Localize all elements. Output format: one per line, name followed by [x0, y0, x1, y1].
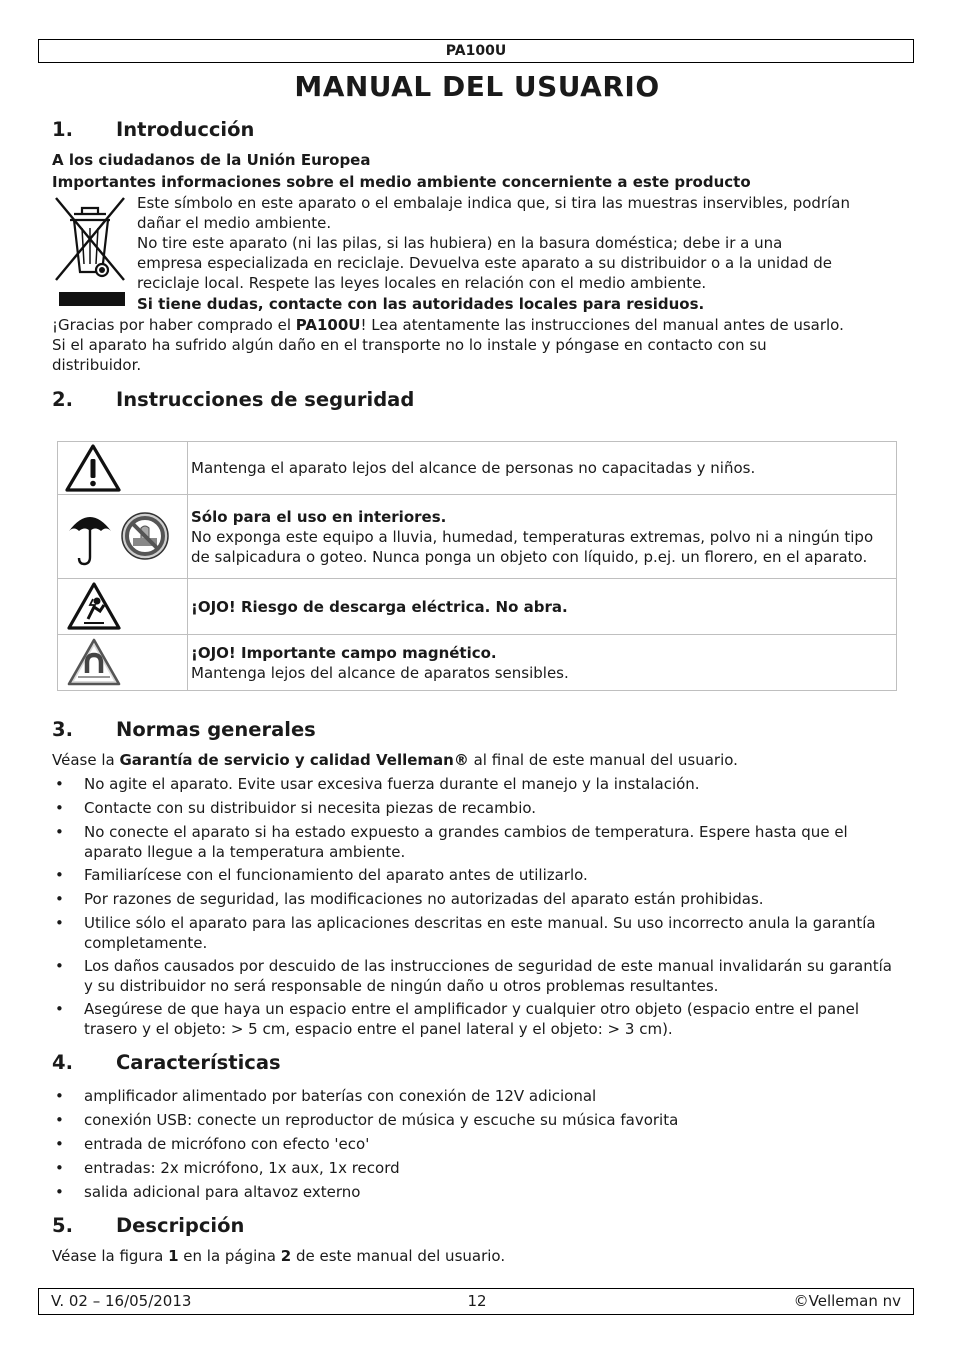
eu-heading: A los ciudadanos de la Unión Europea [52, 151, 371, 169]
list-item: • Contacte con su distribuidor si necesita piezas de recambio. [52, 798, 902, 818]
list-item: • Utilice sólo el aparato para las aplicaciones descritas en este manual. Su uso incorrecto anula la garantía completamente. [52, 913, 902, 953]
list-item: • salida adicional para altavoz externo [52, 1182, 902, 1202]
list-item: • Asegúrese de que haya un espacio entre el amplificador y cualquier otro objeto (espacio entre el panel trasero y el objeto: > 5 cm, espacio entre el panel lateral y el objeto: > 3 cm). [52, 999, 902, 1039]
section-3-bullet-list [52, 774, 902, 1039]
footer-copyright: ©Velleman nv [793, 1292, 901, 1310]
section-5-text [52, 1246, 505, 1266]
section-3-heading [52, 718, 652, 744]
safety-text-4: Mantenga lejos del alcance de aparatos sensibles. [191, 663, 569, 682]
section-1-title: Introducción [116, 118, 255, 141]
list-item: • Los daños causados por descuido de las instrucciones de seguridad de este manual invalidarán su garantía y su distribuidor no será responsable de ningún daño u otros problemas resultantes. [52, 956, 902, 996]
section-4-heading [52, 1051, 652, 1077]
safety-text-1: Mantenga el aparato lejos del alcance de personas no capacitadas y niños. [191, 459, 756, 477]
safety-bold-3: ¡OJO! Riesgo de descarga eléctrica. No abra. [191, 597, 568, 616]
weee-line-4: empresa especializada en reciclaje. Devuelva este aparato a su distribuidor o a la unidad de [137, 254, 832, 272]
no-liquids-icon [120, 511, 170, 561]
intro-pre: Véase la [52, 751, 120, 769]
list-item: • No conecte el aparato si ha estado expuesto a grandes cambios de temperatura. Espere hasta que el aparato llegue a la temperatura ambiente. [52, 822, 902, 862]
section-3-number: 3. [52, 718, 73, 741]
section-2-title: Instrucciones de seguridad [116, 388, 415, 411]
footer [38, 1288, 914, 1315]
weee-text [137, 193, 850, 314]
section-5-number: 5. [52, 1214, 73, 1237]
section-4-title: Características [116, 1051, 281, 1074]
list-item: • conexión USB: conecte un reproductor de música y escuche su música favorita [52, 1110, 902, 1130]
safety-text-cell [188, 442, 897, 495]
header-model-box [38, 39, 914, 63]
thanks-model: PA100U [295, 316, 361, 334]
s5-mid: en la página [178, 1247, 281, 1265]
weee-bold-note: Si tiene dudas, contacte con las autoridades locales para residuos. [137, 295, 705, 313]
s5-page: 2 [280, 1247, 292, 1265]
section-3-title: Normas generales [116, 718, 316, 741]
weee-line-2: dañar el medio ambiente. [137, 214, 332, 232]
section-5-title: Descripción [116, 1214, 245, 1237]
weee-line-5: reciclaje local. Respete las leyes locales en relación con el medio ambiente. [137, 274, 707, 292]
intro-bold: Garantía de servicio y calidad Velleman® [119, 751, 469, 769]
safety-icon-cell [58, 495, 188, 579]
thanks-paragraph [52, 315, 844, 375]
section-4-number: 4. [52, 1051, 73, 1074]
section-3-intro [52, 750, 738, 770]
section-1-number: 1. [52, 118, 73, 141]
electric-shock-icon [66, 581, 122, 632]
safety-icon-cell [58, 579, 188, 635]
safety-row [58, 579, 897, 635]
safety-text-cell [188, 635, 897, 691]
safety-text-2: No exponga este equipo a lluvia, humedad, temperaturas extremas, polvo ni a ningún tipo de salpicadura o goteo. Nunca ponga un objeto con líquido, p.ej. un florero, en el aparato. [191, 527, 874, 566]
thanks-line-2: Si el aparato ha sufrido algún daño en el transporte no lo instale y póngase en contacto con su [52, 336, 767, 354]
safety-bold-4: ¡OJO! Importante campo magnético. [191, 643, 497, 662]
safety-text-cell [188, 579, 897, 635]
s5-fig: 1 [168, 1247, 179, 1265]
header-model: PA100U [445, 43, 507, 59]
safety-row [58, 495, 897, 579]
page-title: MANUAL DEL USUARIO [294, 70, 660, 103]
thanks-pre: ¡Gracias por haber comprado el [52, 316, 296, 334]
safety-text-cell [188, 495, 897, 579]
thanks-line-1 [52, 315, 844, 335]
safety-table [57, 441, 897, 691]
intro-post: al final de este manual del usuario. [468, 751, 738, 769]
section-5-heading [52, 1214, 652, 1240]
safety-row [58, 442, 897, 495]
weee-line-3: No tire este aparato (ni las pilas, si las hubiera) en la basura doméstica; debe ir a una [137, 234, 783, 252]
footer-version: V. 02 – 16/05/2013 [51, 1292, 192, 1310]
weee-crossed-bin-icon [52, 194, 128, 310]
s5-pre: Véase la figura [52, 1247, 169, 1265]
safety-icon-cell [58, 635, 188, 691]
list-item: • entradas: 2x micrófono, 1x aux, 1x record [52, 1158, 902, 1178]
thanks-line-3: distribuidor. [52, 356, 142, 374]
safety-bold-2: Sólo para el uso en interiores. [191, 507, 447, 526]
list-item: • Familiarícese con el funcionamiento del aparato antes de utilizarlo. [52, 865, 902, 885]
list-item: • amplificador alimentado por baterías con conexión de 12V adicional [52, 1086, 902, 1106]
warning-triangle-icon [64, 443, 122, 493]
env-heading: Importantes informaciones sobre el medio ambiente concerniente a este producto [52, 173, 751, 191]
list-item: • Por razones de seguridad, las modificaciones no autorizadas del aparato están prohibidas. [52, 889, 902, 909]
section-2-heading [52, 388, 652, 414]
weee-line-1: Este símbolo en este aparato o el embalaje indica que, si tira las muestras inservibles, podrían [137, 194, 850, 212]
safety-row [58, 635, 897, 691]
section-4-bullet-list [52, 1086, 902, 1202]
list-item: • No agite el aparato. Evite usar excesiva fuerza durante el manejo y la instalación. [52, 774, 902, 794]
thanks-post: ! Lea atentamente las instrucciones del manual antes de usarlo. [360, 316, 844, 334]
list-item: • entrada de micrófono con efecto 'eco' [52, 1134, 902, 1154]
section-2-number: 2. [52, 388, 73, 411]
s5-post: de este manual del usuario. [291, 1247, 506, 1265]
safety-icon-cell [58, 442, 188, 495]
footer-page-number: 12 [467, 1292, 487, 1310]
magnetic-field-icon [66, 637, 122, 688]
section-1-heading [52, 118, 552, 144]
umbrella-icon [66, 509, 114, 569]
